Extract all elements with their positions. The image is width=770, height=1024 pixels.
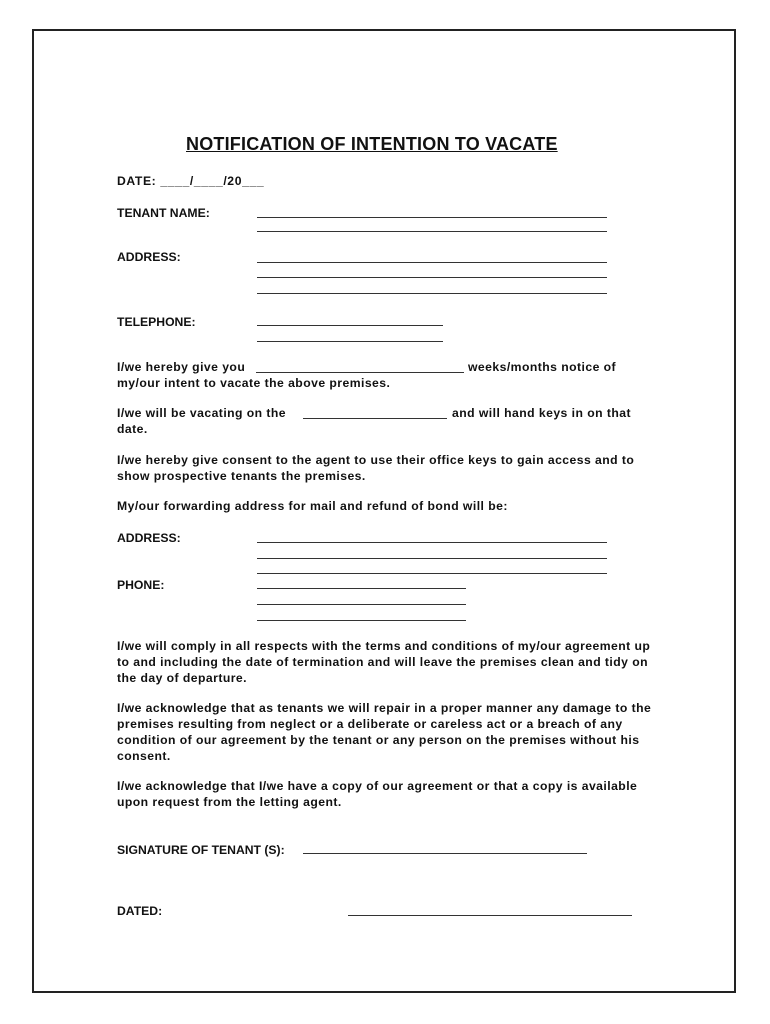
address-label: ADDRESS: <box>117 250 181 264</box>
address-line-3[interactable] <box>257 293 607 294</box>
date-line: DATE: ____/____/20___ <box>117 174 265 188</box>
phone-label: PHONE: <box>117 578 165 592</box>
telephone-line-1[interactable] <box>257 325 443 326</box>
forwarding-paragraph: My/our forwarding address for mail and refund of bond will be: <box>117 499 508 513</box>
phone-line-1[interactable] <box>257 588 466 589</box>
address-line-1[interactable] <box>257 262 607 263</box>
signature-line[interactable] <box>303 853 587 854</box>
dated-line[interactable] <box>348 915 632 916</box>
notice-period-line[interactable] <box>256 372 464 373</box>
document-title: NOTIFICATION OF INTENTION TO VACATE <box>186 134 558 154</box>
telephone-line-2[interactable] <box>257 341 443 342</box>
tenant-name-line-2[interactable] <box>257 231 607 232</box>
comply-paragraph: I/we will comply in all respects with the terms and conditions of my/our agreement up to and including the date of termination and will leave the premises clean and tidy on the day of departure. <box>117 639 651 685</box>
forwarding-address-line-3[interactable] <box>257 573 607 574</box>
vacating-line2-text: date. <box>117 422 148 436</box>
tenant-name-label: TENANT NAME: <box>117 206 210 220</box>
address-line-2[interactable] <box>257 277 607 278</box>
forwarding-address-line-2[interactable] <box>257 558 607 559</box>
phone-line-2[interactable] <box>257 604 466 605</box>
vacating-date-line[interactable] <box>303 418 447 419</box>
vacating-trail-text: and will hand keys in on that <box>452 406 631 420</box>
repair-paragraph: I/we acknowledge that as tenants we will repair in a proper manner any damage to the premises resulting from neglect or a deliberate or careless act or a breach of any condition of our agreement by the tenant or any person on the premises without his consent. <box>117 701 652 763</box>
copy-paragraph: I/we acknowledge that I/we have a copy of our agreement or that a copy is available upon request from the letting agent. <box>117 779 638 809</box>
notice-trail-text: weeks/months notice of <box>468 360 617 374</box>
tenant-name-line-1[interactable] <box>257 217 607 218</box>
signature-label: SIGNATURE OF TENANT (S): <box>117 843 285 857</box>
notice-lead-text: I/we hereby give you <box>117 360 246 374</box>
dated-label: DATED: <box>117 904 163 918</box>
forwarding-address-label: ADDRESS: <box>117 531 181 545</box>
phone-line-3[interactable] <box>257 620 466 621</box>
forwarding-address-line-1[interactable] <box>257 542 607 543</box>
vacating-lead-text: I/we will be vacating on the <box>117 406 287 420</box>
consent-paragraph: I/we hereby give consent to the agent to use their office keys to gain access and to show prospective tenants the premises. <box>117 453 635 483</box>
telephone-label: TELEPHONE: <box>117 315 196 329</box>
notice-line2-text: my/our intent to vacate the above premises. <box>117 376 391 390</box>
